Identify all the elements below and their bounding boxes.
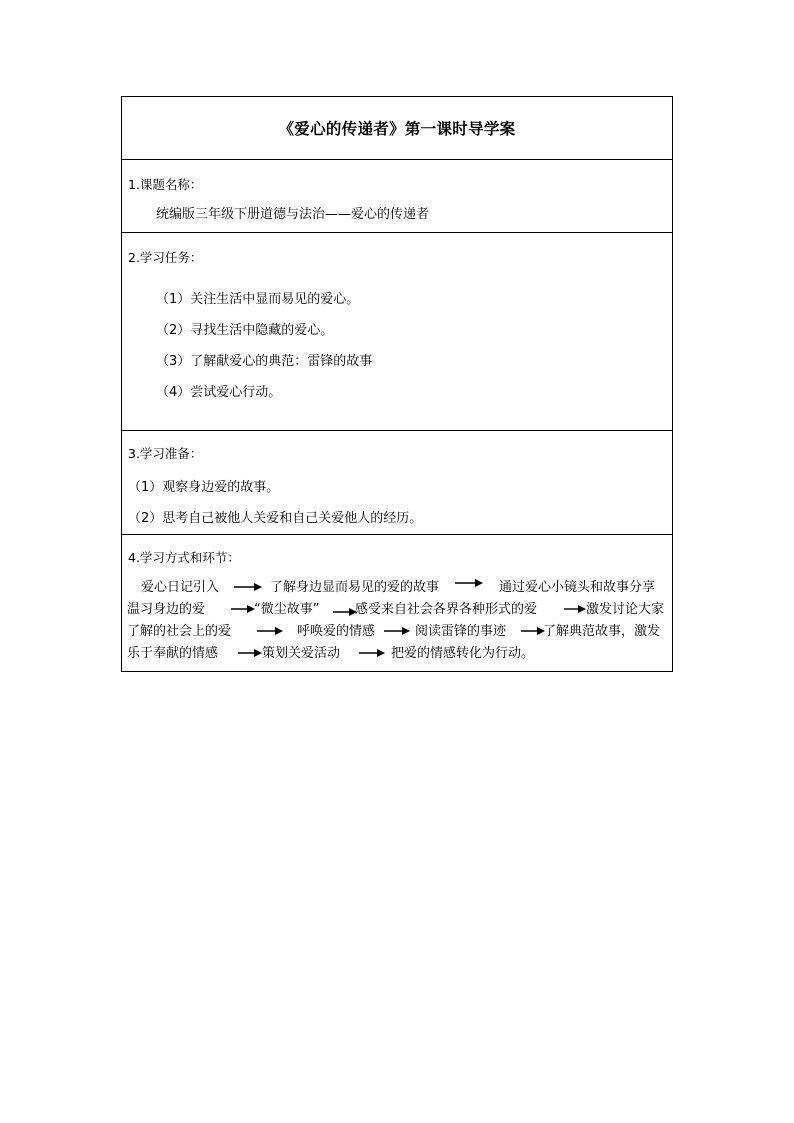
flow-step: 爱心日记引入 (141, 580, 220, 595)
section-heading: 3.学习准备： (128, 446, 203, 461)
flow-step: 通过爱心小镜头和故事分享 (499, 580, 656, 595)
task-item: （3）了解献爱心的典范：雷锋的故事 (156, 354, 373, 369)
arrow-right-icon (521, 627, 545, 635)
preparation-item: （1）观察身边爱的故事。 (128, 480, 280, 495)
flow-step: 阅读雷锋的事迹 (415, 624, 507, 639)
document-title: 《爱心的传递者》第一课时导学案 (278, 120, 516, 138)
section-heading: 2.学习任务： (128, 250, 203, 265)
flow-step: 温习身边的爱 (127, 602, 206, 617)
topic-text: 统编版三年级下册道德与法治——爱心的传递者 (156, 207, 430, 222)
arrow-right-icon (384, 627, 410, 635)
arrow-right-icon (238, 649, 262, 657)
lesson-plan-table (121, 96, 673, 672)
arrow-right-icon (564, 605, 586, 613)
preparation-item: （2）思考自己被他人关爱和自己关爱他人的经历。 (128, 511, 423, 526)
arrow-right-icon (359, 649, 385, 657)
section-topic (122, 160, 672, 233)
flow-step: 策划关爱活动 (262, 646, 341, 661)
task-item: （1）关注生活中显而易见的爱心。 (156, 292, 360, 307)
flow-step: 激发讨论大家 (586, 602, 665, 617)
flow-step: 把爱的情感转化为行动。 (391, 646, 535, 661)
flow-line (127, 620, 667, 642)
task-item: （2）寻找生活中隐藏的爱心。 (156, 323, 334, 338)
arrow-right-icon (231, 605, 255, 613)
flow-step: 了解典范故事，激发 (543, 624, 661, 639)
flow-step: 呼唤爱的情感 (297, 624, 376, 639)
process-flow (127, 576, 667, 664)
title-row (122, 97, 672, 160)
flow-step: “微尘故事” (254, 602, 320, 617)
arrow-right-icon (333, 608, 357, 616)
flow-line (127, 598, 667, 620)
flow-line (127, 576, 667, 598)
section-process (122, 535, 672, 671)
flow-step: 了解的社会上的爱 (127, 624, 232, 639)
flow-step: 了解身边显而易见的爱的故事 (270, 580, 440, 595)
section-heading: 1.课题名称： (128, 177, 203, 192)
arrow-right-icon (257, 627, 283, 635)
flow-step: 乐于奉献的情感 (127, 646, 219, 661)
section-preparation (122, 431, 672, 535)
arrow-right-icon (455, 579, 483, 587)
section-tasks (122, 233, 672, 431)
flow-line (127, 642, 667, 664)
arrow-right-icon (234, 583, 262, 591)
flow-step: 感受来自社会各界各种形式的爱 (355, 602, 538, 617)
task-item: （4）尝试爱心行动。 (156, 385, 282, 400)
section-heading: 4.学习方式和环节： (128, 550, 240, 565)
